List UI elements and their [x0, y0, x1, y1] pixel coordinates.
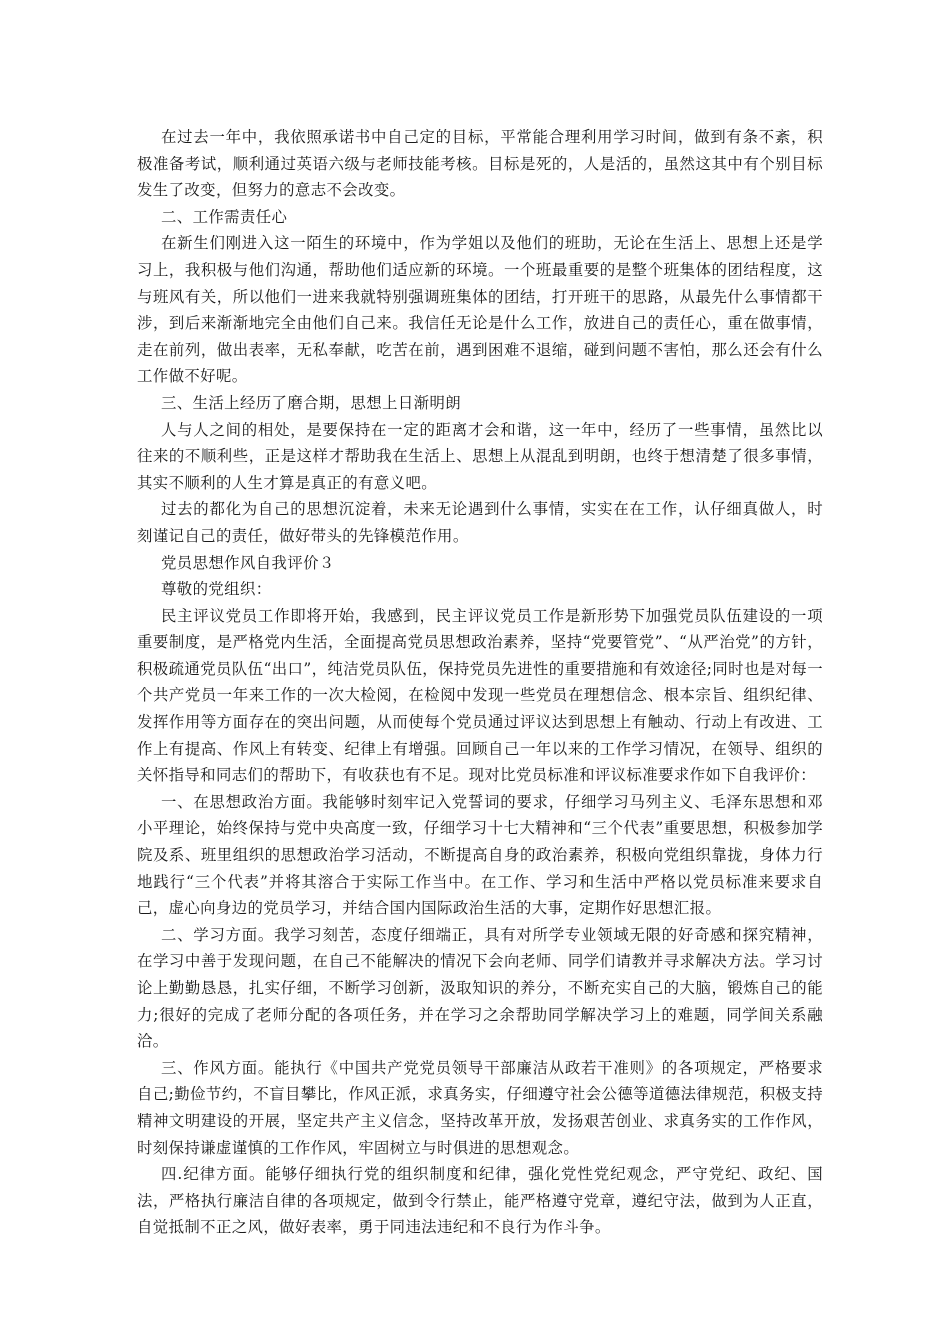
- section-heading-work-responsibility: 二、工作需责任心: [161, 207, 288, 226]
- paragraph-political-thought: 一、在思想政治方面。我能够时刻牢记入党誓词的要求，仔细学习马列主义、毛泽东思想和邓小平理论，始终保持与党中央高度一致，仔细学习十七大精神和“三个代表”重要思想，积极参加学院及系、班里组织的思想政治学习活动，不断提高自身的政治素养，积极向党组织靠拢，身体力行地践行“三个代表”并将其溶合于实际工作当中。在工作、学习和生活中严格以党员标准来要求自己，虚心向身边的党员学习，并结合国内国际政治生活的大事，定期作好思想汇报。: [137, 792, 823, 918]
- paragraph-relationships: 人与人之间的相处，是要保持在一定的距离才会和谐，这一年中，经历了一些事情，虽然比以往来的不顺利些，正是这样才帮助我在生活上、思想上从混乱到明朗，也终于想清楚了很多事情，其实不顺利的人生才算是真正的有意义吧。: [137, 420, 823, 492]
- paragraph-democratic-review: 民主评议党员工作即将开始，我感到，民主评议党员工作是新形势下加强党员队伍建设的一项重要制度，是严格党内生活，全面提高党员思想政治素养，坚持“党要管党”、“从严治党”的方针，积极疏通党员队伍“出口”，纯洁党员队伍，保持党员先进性的重要措施和有效途径;同时也是对每一个共产党员一年来工作的一次大检阅，在检阅中发现一些党员在理想信念、根本宗旨、组织纪律、发挥作用等方面存在的突出问题，从而使每个党员通过评议达到思想上有触动、行动上有改进、工作上有提高、作风上有转变、纪律上有增强。回顾自己一年以来的工作学习情况，在领导、组织的关怀指导和同志们的帮助下，有收获也有不足。现对比党员标准和评议标准要求作如下自我评价：: [137, 606, 823, 785]
- document-body: [137, 124, 823, 1241]
- paragraph-discipline: 四.纪律方面。能够仔细执行党的组织制度和纪律，强化党性党纪观念，严守党纪、政纪、国法，严格执行廉洁自律的各项规定，做到令行禁止，能严格遵守党章，遵纪守法，做到为人正直，自觉抵制不正之风，做好表率，勇于同违法违纪和不良行为作斗争。: [137, 1165, 823, 1237]
- paragraph-future: 过去的都化为自己的思想沉淀着，未来无论遇到什么事情，实实在在工作，认仔细真做人，时刻谨记自己的责任，做好带头的先锋模范作用。: [137, 500, 823, 545]
- section-heading-life-thoughts: 三、生活上经历了磨合期，思想上日渐明朗: [161, 393, 462, 412]
- salutation: 尊敬的党组织：: [161, 580, 272, 599]
- document-section-title: 党员思想作风自我评价３: [161, 553, 335, 572]
- paragraph-goals: 在过去一年中，我依照承诺书中自己定的目标，平常能合理利用学习时间，做到有条不紊，积极准备考试，顺利通过英语六级与老师技能考核。目标是死的，人是活的，虽然这其中有个别目标发生了改变，但努力的意志不会改变。: [137, 128, 823, 200]
- paragraph-class-assistant: 在新生们刚进入这一陌生的环境中，作为学姐以及他们的班助，无论在生活上、思想上还是学习上，我积极与他们沟通，帮助他们适应新的环境。一个班最重要的是整个班集体的团结程度，这与班风有关，所以他们一进来我就特别强调班集体的团结，打开班干的思路，从最先什么事情都干涉，到后来渐渐地完全由他们自己来。我信任无论是什么工作，放进自己的责任心，重在做事情，走在前列，做出表率，无私奉献，吃苦在前，遇到困难不退缩，碰到问题不害怕，那么还会有什么工作做不好呢。: [137, 234, 823, 386]
- paragraph-study: 二、学习方面。我学习刻苦，态度仔细端正，具有对所学专业领域无限的好奇感和探究精神，在学习中善于发现问题，在自己不能解决的情况下会向老师、同学们请教并寻求解决方法。学习讨论上勤勤恳恳，扎实仔细，不断学习创新，汲取知识的养分，不断充实自己的大脑，锻炼自己的能力;很好的完成了老师分配的各项任务，并在学习之余帮助同学解决学习上的难题，同学间关系融洽。: [137, 925, 823, 1051]
- paragraph-work-style: 三、作风方面。能执行《中国共产党党员领导干部廉洁从政若干准则》的各项规定，严格要求自己;勤俭节约，不盲目攀比，作风正派，求真务实，仔细遵守社会公德等道德法律规范，积极支持精神文明建设的开展，坚定共产主义信念，坚持改革开放，发扬艰苦创业、求真务实的工作作风，时刻保持谦虚谨慎的工作作风，牢固树立与时俱进的思想观念。: [137, 1058, 823, 1157]
